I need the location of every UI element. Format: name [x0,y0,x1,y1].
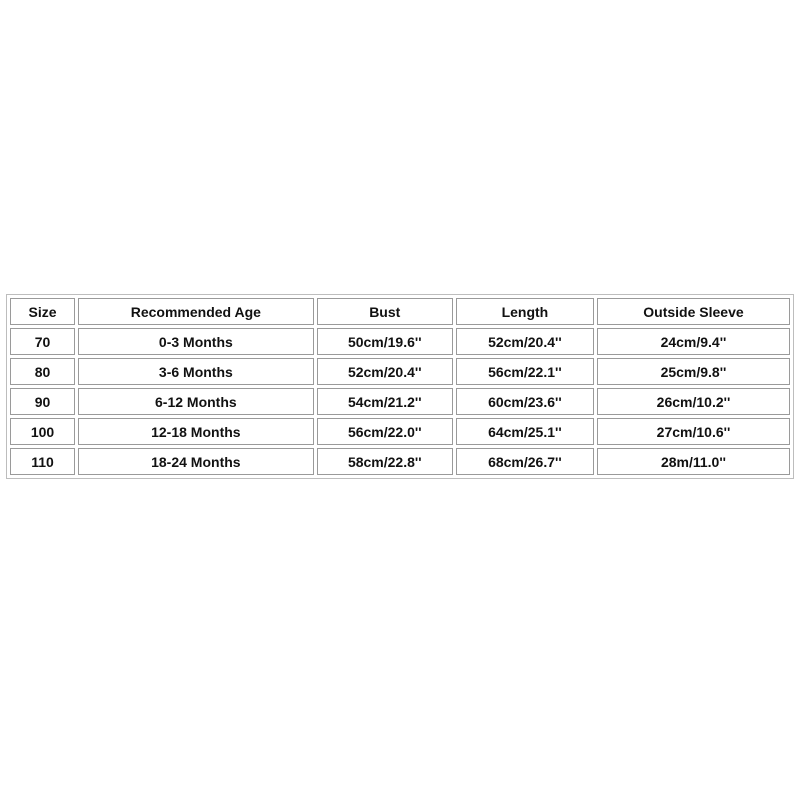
cell-recommended-age: 12-18 Months [78,418,314,445]
cell-recommended-age: 6-12 Months [78,388,314,415]
table-row [10,418,790,445]
cell-length: 64cm/25.1'' [456,418,594,445]
cell-outside-sleeve: 25cm/9.8'' [597,358,790,385]
cell-length: 52cm/20.4'' [456,328,594,355]
size-chart-table [6,294,794,479]
cell-recommended-age: 3-6 Months [78,358,314,385]
cell-bust: 50cm/19.6'' [317,328,453,355]
cell-outside-sleeve: 24cm/9.4'' [597,328,790,355]
table-row [10,388,790,415]
table-row [10,448,790,475]
cell-bust: 54cm/21.2'' [317,388,453,415]
cell-outside-sleeve: 27cm/10.6'' [597,418,790,445]
cell-bust: 56cm/22.0'' [317,418,453,445]
header-size: Size [10,298,75,325]
table-row [10,358,790,385]
cell-size: 70 [10,328,75,355]
cell-outside-sleeve: 28m/11.0'' [597,448,790,475]
table-row [10,328,790,355]
cell-length: 68cm/26.7'' [456,448,594,475]
cell-size: 110 [10,448,75,475]
header-bust: Bust [317,298,453,325]
cell-length: 56cm/22.1'' [456,358,594,385]
cell-bust: 52cm/20.4'' [317,358,453,385]
cell-size: 80 [10,358,75,385]
table-header-row [10,298,790,325]
cell-outside-sleeve: 26cm/10.2'' [597,388,790,415]
header-length: Length [456,298,594,325]
cell-recommended-age: 18-24 Months [78,448,314,475]
cell-bust: 58cm/22.8'' [317,448,453,475]
cell-size: 90 [10,388,75,415]
header-recommended-age: Recommended Age [78,298,314,325]
cell-recommended-age: 0-3 Months [78,328,314,355]
cell-length: 60cm/23.6'' [456,388,594,415]
header-outside-sleeve: Outside Sleeve [597,298,790,325]
cell-size: 100 [10,418,75,445]
